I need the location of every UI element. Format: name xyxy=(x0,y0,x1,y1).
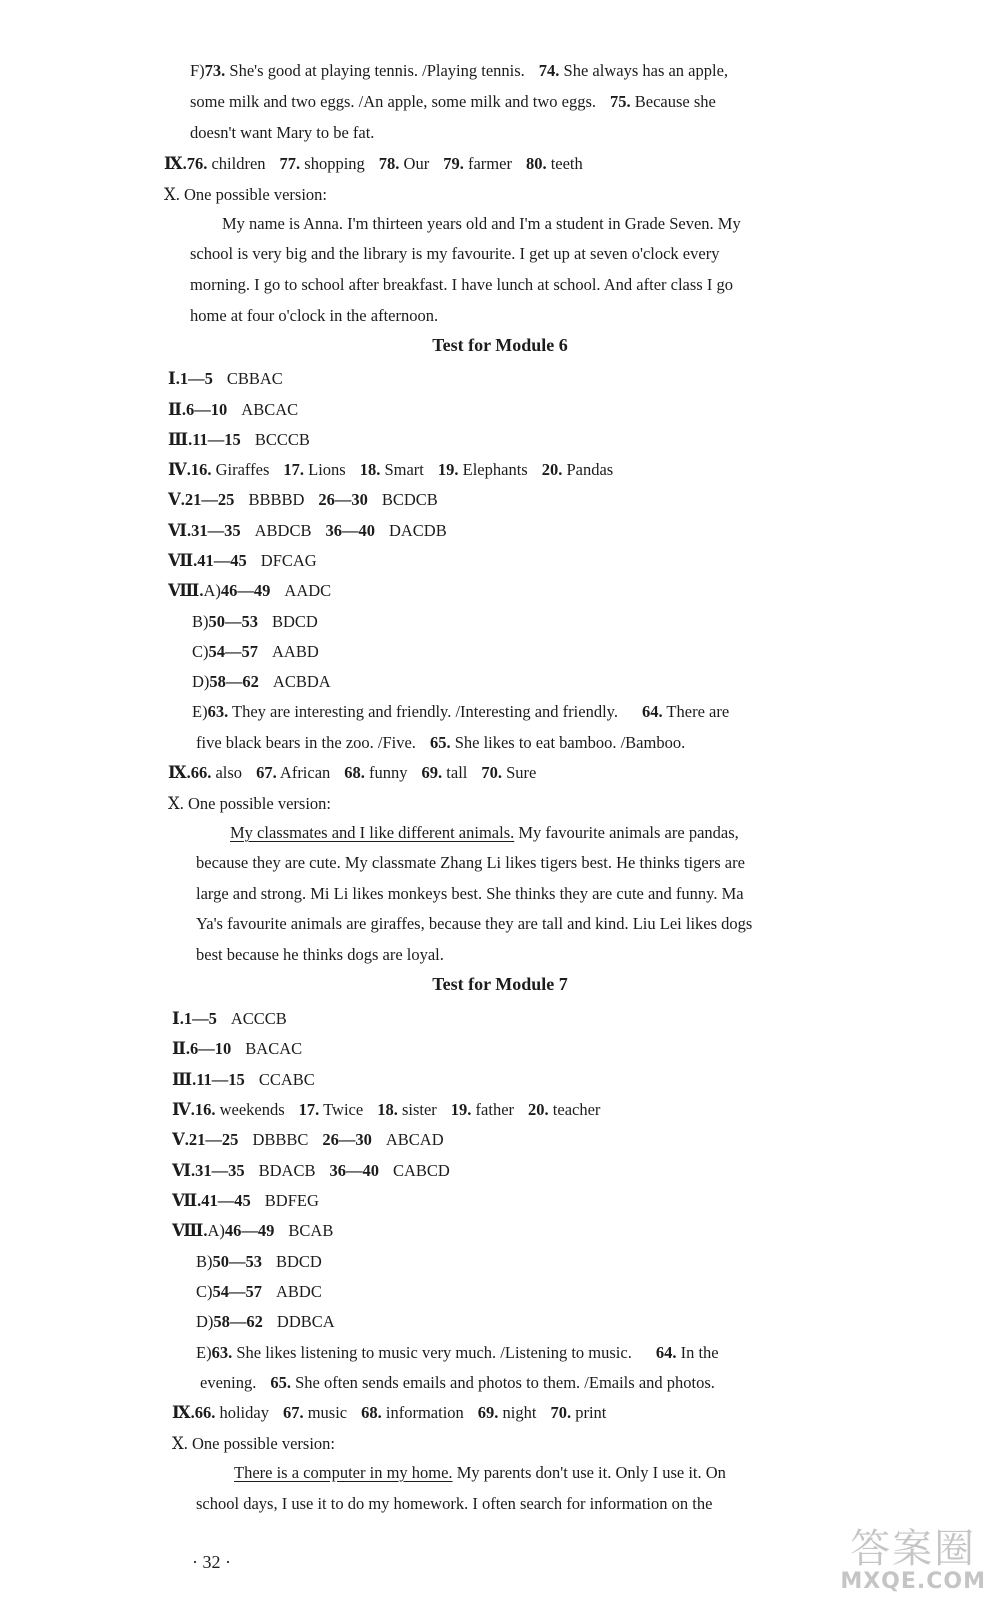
m7-section-7: Ⅶ.41—45 BDFEG xyxy=(172,1191,319,1210)
watermark-logo-icon: 答案圈 xyxy=(850,1526,977,1572)
m6-section-8d: D)58—62 ACBDA xyxy=(192,672,331,691)
m6-section-3: Ⅲ.11—15 BCCCB xyxy=(168,430,310,449)
watermark-text: MXQE.COM xyxy=(840,1569,986,1594)
m6-section-10-label: Ⅹ. One possible version: xyxy=(168,794,331,813)
section-ix-top: Ⅸ.76. children 77. shopping 78. Our 79. farmer 80. teeth xyxy=(164,154,583,173)
section-x-top-label: Ⅹ. One possible version: xyxy=(164,185,327,204)
m7-section-1: Ⅰ.1—5 ACCCB xyxy=(172,1009,287,1028)
m7-section-8d: D)58—62 DDBCA xyxy=(196,1312,335,1331)
m7-section-8e-cont: evening. 65. She often sends emails and photos to them. /Emails and photos. xyxy=(200,1373,715,1392)
m7-essay-first: There is a computer in my home. My parents don't use it. Only I use it. On xyxy=(234,1463,726,1482)
m6-section-8e: E)63. They are interesting and friendly. /Interesting and friendly. 64. There are xyxy=(192,702,730,721)
m7-section-5: Ⅴ.21—25 DBBBC 26—30 ABCAD xyxy=(172,1130,444,1149)
module-6-title: Test for Module 6 xyxy=(432,335,568,355)
m7-section-3: Ⅲ.11—15 CCABC xyxy=(172,1070,315,1089)
essay-line: morning. I go to school after breakfast. I have lunch at school. And after class I go xyxy=(190,275,733,294)
essay-line: best because he thinks dogs are loyal. xyxy=(196,945,444,964)
m7-section-8b: B)50—53 BDCD xyxy=(196,1252,322,1271)
m6-section-7: Ⅶ.41—45 DFCAG xyxy=(168,551,317,570)
essay-line: because they are cute. My classmate Zhang Li likes tigers best. He thinks tigers are xyxy=(196,853,745,872)
essay-line: home at four o'clock in the afternoon. xyxy=(190,306,439,325)
m7-section-8e: E)63. She likes listening to music very much. /Listening to music. 64. In the xyxy=(196,1343,719,1362)
m7-section-2: Ⅱ.6—10 BACAC xyxy=(172,1039,303,1058)
m6-section-9: Ⅸ.66. also 67. African 68. funny 69. tall 70. Sure xyxy=(168,763,537,782)
answer-f75-cont: doesn't want Mary to be fat. xyxy=(190,123,375,142)
answer-f73-74: F)73. She's good at playing tennis. /Playing tennis. 74. She always has an apple, xyxy=(190,61,729,80)
site-watermark xyxy=(840,1526,986,1594)
m6-section-6: Ⅵ.31—35 ABDCB 36—40 DACDB xyxy=(168,521,447,540)
m7-section-9: Ⅸ.66. holiday 67. music 68. information 69. night 70. print xyxy=(172,1403,607,1422)
essay-line: school days, I use it to do my homework. I often search for information on the xyxy=(196,1494,713,1513)
answer-f74-75: some milk and two eggs. /An apple, some milk and two eggs. 75. Because she xyxy=(190,92,716,111)
m6-section-2: Ⅱ.6—10 ABCAC xyxy=(168,400,299,419)
module-7-title: Test for Module 7 xyxy=(432,974,568,994)
m6-section-5: Ⅴ.21—25 BBBBD 26—30 BCDCB xyxy=(168,490,438,509)
page-number: · 32 · xyxy=(192,1552,231,1572)
essay-line: large and strong. Mi Li likes monkeys best. She thinks they are cute and funny. Ma xyxy=(196,884,744,903)
essay-line: Ya's favourite animals are giraffes, because they are tall and kind. Liu Lei likes dogs xyxy=(196,914,753,933)
m6-essay-first: My classmates and I like different animals. My favourite animals are pandas, xyxy=(230,823,739,842)
m6-section-8e-cont: five black bears in the zoo. /Five. 65. She likes to eat bamboo. /Bamboo. xyxy=(196,733,686,752)
m7-section-8a: Ⅷ.A)46—49 BCAB xyxy=(172,1221,334,1240)
essay-line: My name is Anna. I'm thirteen years old and I'm a student in Grade Seven. My xyxy=(222,214,741,233)
essay-line: school is very big and the library is my favourite. I get up at seven o'clock every xyxy=(190,244,720,263)
m7-section-10-label: Ⅹ. One possible version: xyxy=(172,1434,335,1453)
m6-section-8b: B)50—53 BDCD xyxy=(192,612,318,631)
m7-section-4: Ⅳ.16. weekends 17. Twice 18. sister 19. father 20. teacher xyxy=(172,1100,601,1119)
m6-section-8a: Ⅷ.A)46—49 AADC xyxy=(168,581,332,600)
m6-section-8c: C)54—57 AABD xyxy=(192,642,319,661)
m7-section-8c: C)54—57 ABDC xyxy=(196,1282,322,1301)
m6-section-4: Ⅳ.16. Giraffes 17. Lions 18. Smart 19. Elephants 20. Pandas xyxy=(168,460,614,479)
m7-section-6: Ⅵ.31—35 BDACB 36—40 CABCD xyxy=(172,1161,450,1180)
m6-section-1: Ⅰ.1—5 CBBAC xyxy=(168,369,283,388)
